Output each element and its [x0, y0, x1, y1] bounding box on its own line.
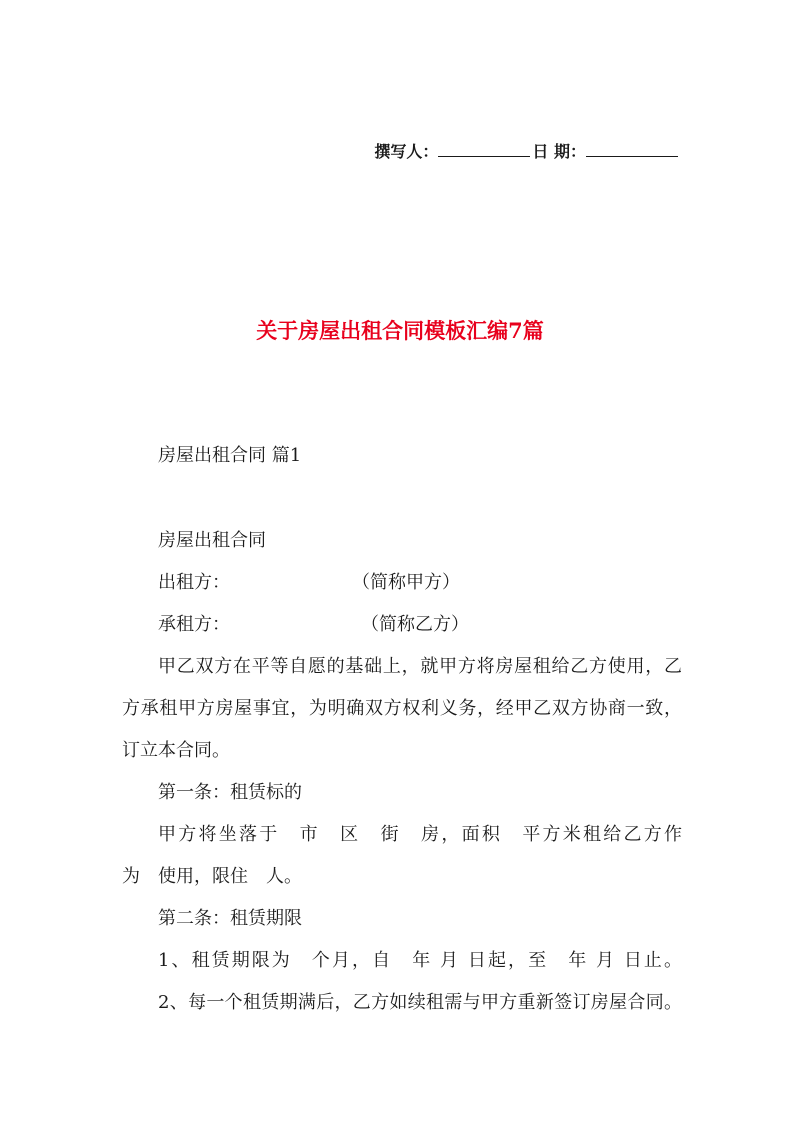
author-date-line: [374, 139, 678, 162]
section-heading: 房屋出租合同 篇1: [158, 445, 302, 466]
lessee-label: 承租方：: [158, 614, 230, 635]
article-2-item-2: 2、每一个租赁期满后，乙方如续租需与甲方重新签订房屋合同。: [158, 992, 682, 1013]
date-label: 日 期：: [532, 142, 586, 161]
article-1-title: 第一条：租赁标的: [158, 782, 302, 803]
article-1-line-1: 甲方将坐落于 市 区 街 房，面积 平方米租给乙方作: [158, 824, 682, 845]
lessor-abbr: （简称甲方）: [352, 572, 460, 593]
lessee-abbr: （简称乙方）: [361, 614, 469, 635]
intro-line-2: 方承租甲方房屋事宜，为明确双方权利义务，经甲乙双方协商一致，: [122, 698, 682, 719]
lessor-label: 出租方：: [158, 572, 230, 593]
article-2-item-1: 1、租赁期限为 个月，自 年 月 日起，至 年 月 日止。: [158, 950, 682, 971]
author-blank[interactable]: [438, 142, 530, 157]
article-2-title: 第二条：租赁期限: [158, 908, 302, 929]
intro-line-3: 订立本合同。: [122, 740, 230, 761]
author-label: 撰写人：: [374, 142, 439, 161]
document-title: 关于房屋出租合同模板汇编7篇: [256, 318, 544, 343]
contract-title: 房屋出租合同: [158, 530, 266, 551]
intro-line-1: 甲乙双方在平等自愿的基础上，就甲方将房屋租给乙方使用，乙: [158, 656, 682, 677]
article-1-line-2: 为 使用，限住 人。: [122, 866, 302, 887]
date-blank[interactable]: [586, 142, 678, 157]
